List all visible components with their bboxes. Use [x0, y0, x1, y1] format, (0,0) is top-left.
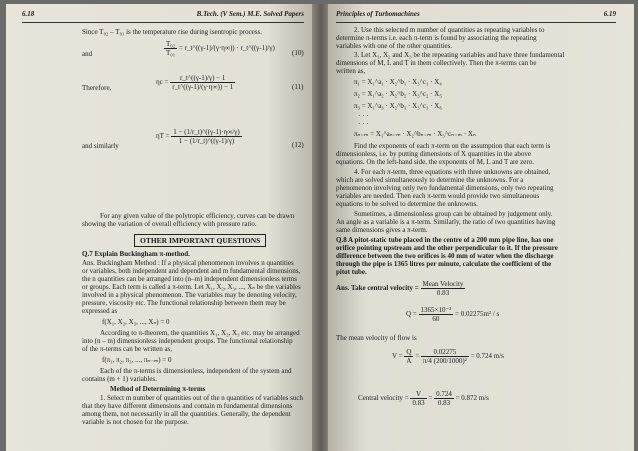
and-label: and: [82, 50, 93, 58]
p4-line-1: 4. For each π-term, three equations with three unknowns are obtained,: [354, 168, 551, 176]
eq10-lhs-top: T₀₂: [166, 40, 176, 48]
central-velocity-definition: [336, 280, 465, 297]
method-line-3: among them, not necessarily in all the quantities. Generally, the dependent: [82, 410, 291, 418]
q-lhs: Q =: [406, 310, 417, 319]
book-spread: [6, 4, 634, 451]
equation-11: [156, 74, 235, 91]
ans-line-1: Ans. Buckingham Method : If a physical phenomenon involves n quantities: [82, 259, 294, 267]
right-page: [328, 4, 634, 451]
pi-eq-dots-1: · · ·: [358, 112, 369, 120]
left-running-head: B.Tech. (V Sem.) M.E. Solved Papers: [196, 10, 304, 18]
v-f1-bot: A: [406, 357, 412, 365]
p4-line-2: which are solved simultaneously to determine the unknowns. For a: [336, 176, 524, 184]
q-bot: 60: [432, 315, 440, 323]
method-heading: Method of Determining π-terms: [110, 385, 206, 393]
eq12-lhs: ηT =: [156, 132, 170, 141]
mean-velocity-top: Mean Velocity: [422, 280, 464, 288]
q8-line-4: through the pipe is 1365 litres per minute, calculate the coefficient of the: [336, 260, 552, 268]
discharge-equation: [406, 306, 499, 323]
central-velocity-equation: [358, 390, 489, 407]
v-f1-top: Q: [406, 348, 412, 356]
v-f2-top: 0.02275: [421, 348, 469, 357]
v-eq: =: [415, 352, 420, 361]
theorem-line-1: According to π-theorem, the quantities X₁, X₂, X₃ etc. may be arranged: [100, 329, 300, 337]
each-line-2: contains (m + 1) variables.: [82, 375, 157, 383]
pi-eq-3: π₃ = X₁^a₃ · X₂^b₃ · X₃^c₃ · X₆: [354, 102, 442, 110]
p3-line-1: 3. Let X₁, X₂ and X₃ be the repeating variables and have three fundamental: [354, 51, 565, 59]
theorem-line-2: into (n – m) dimensionless independent groups. The functional relationship: [82, 337, 293, 345]
ans-line-7: expressed as: [82, 307, 118, 315]
eq12-label: (12): [292, 141, 304, 149]
v-f2-bot: π/4 (200/1000)²: [422, 357, 467, 365]
each-line-1: Each of the π-terms is dimensionless, independent of the system and: [100, 367, 292, 375]
cv-rhs: = 0.872 m/s: [455, 394, 489, 403]
some-line-3: same dimensions gives a π-term.: [336, 226, 428, 234]
equation-12: [156, 128, 242, 145]
similarly-label: and similarly: [82, 142, 119, 150]
p3-line-2: dimensions of M, L and T in them collectively. Then the π-terms can be: [336, 59, 537, 67]
function-pi: f(π₁, π₂, π₃, ..., πₙ₋ₘ) = 0: [102, 356, 172, 364]
para-poly-1: For any given value of the polytropic efficiency, curves can be drawn: [100, 212, 295, 220]
method-line-4: variable is not chosen for the purpose.: [82, 418, 189, 426]
p2-line-1: 2. Use this selected m number of quantities as repeating variables to: [354, 26, 545, 34]
pi-eq-1: π₁ = X₁^a₁ · X₂^b₁ · X₃^c₁ · X₄: [354, 78, 442, 86]
left-running-header: [22, 10, 304, 23]
ans-line-4: or groups. Each term is called a π-term. Let X₁, X₂, X₃, ..., Xₙ be the variables: [82, 283, 301, 291]
eq11-lhs: ηc =: [156, 78, 169, 87]
method-line-2: that they have different dimensions and contain m fundamental dimensions: [82, 402, 293, 410]
mean-velocity-equation: [392, 348, 504, 365]
q7-heading: Q.7 Explain Buckingham π-method.: [82, 250, 190, 258]
since-line: Since T₀₂ – T₀₁ is the temperature rise during isentropic process.: [82, 28, 262, 36]
ans-line-6: pressure, viscosity etc. The functional relationship between them may be: [82, 299, 286, 307]
eq11-top: r_t^((γ-1)/γ) − 1: [170, 74, 235, 83]
p2-line-2: determine π-terms i.e. each π-term is found by associating the repeating: [336, 34, 537, 42]
v-lhs: V =: [392, 352, 403, 361]
eq11-bot: r_t^((γ-1)/(γ·η∞)) − 1: [172, 83, 234, 91]
mean-flow-text: The mean velocity of flow is: [336, 334, 417, 342]
q8-line-3: difference between the two orifices is 40 mm of water when the discharge: [336, 252, 554, 260]
p4-line-4: variables are needed. Then each π-term would provide two simultaneous: [336, 192, 540, 200]
theorem-line-3: of the π-terms can be written as,: [82, 345, 173, 353]
para-poly-2: showing the variation of overall efficiency with pressure ratio.: [82, 220, 257, 228]
right-running-head: Principles of Turbomachines: [336, 10, 420, 18]
eq10-lhs-bot: T₀₁: [166, 49, 176, 57]
pi-eq-2: π₂ = X₁^a₂ · X₂^b₂ · X₃^c₂ · X₅: [354, 90, 442, 98]
equation-10: [164, 40, 275, 57]
pi-eq-n: πₙ₋ₘ = X₁^aₙ₋ₘ · X₂^bₙ₋ₘ · X₃^cₙ₋ₘ · Xₙ: [354, 130, 476, 138]
eq12-top: 1 − (1/r_t)^((γ-1)·η∞/γ): [173, 128, 240, 136]
ans-line-5: involved in a physical phenomenon. The variables may be denoting velocity,: [82, 291, 297, 299]
p2-line-3: variables with one of the other quantities.: [336, 42, 453, 50]
cv-eq: =: [428, 394, 433, 403]
mean-velocity-bot: 0.83: [436, 289, 450, 297]
function-x: f(X₁, X₂, X₃, ..., Xₙ) = 0: [102, 318, 170, 326]
q8-line-1: Q.8 A pitot-static tube placed in the centre of a 200 mm pipe line, has one: [336, 236, 554, 244]
cv-f1-bot: 0.83: [412, 399, 425, 407]
some-line-1: Sometimes, a dimensionless group can be obtained by judgement only.: [354, 210, 553, 218]
ans-line-3: the n quantities can be arranged into (n–m) independent dimensionless terms: [82, 275, 297, 283]
p3-line-3: written as,: [336, 67, 366, 75]
q8-line-5: pitot tube.: [336, 268, 367, 276]
v-rhs: = 0.724 m/s: [470, 352, 504, 361]
eq10-rhs: = r_t^((γ-1)/(γ·η∞)) · r_t^((γ-1)/γ): [178, 44, 275, 53]
p4-line-5: equations to be solved to determine the unknowns.: [336, 200, 478, 208]
eq10-label: (10): [292, 49, 304, 57]
cv-lhs: Central velocity =: [358, 394, 409, 403]
left-page: [6, 4, 314, 451]
some-line-2: An angle as a variable is a π-term. Similarly, the ratio of two quantities having: [336, 218, 556, 226]
q8-line-2: orifice pointing upstream and the other perpendicular to it. If the pressure: [336, 244, 558, 252]
other-questions-heading: OTHER IMPORTANT QUESTIONS: [134, 234, 266, 247]
q-top: 1365×10⁻³: [420, 306, 452, 314]
method-line-1: 1. Select m number of quantities out of the n quantities of variables such: [100, 394, 303, 402]
eq11-label: (11): [292, 83, 304, 91]
p4-line-3: phenomenon involving only two fundamental dimensions, only two repeating: [336, 184, 554, 192]
cv-f1-top: V: [410, 390, 426, 399]
therefore-label: Therefore,: [82, 84, 112, 92]
cv-f2-bot: 0.83: [437, 399, 451, 407]
find-line-3: equations. On the left-hand side, the exponents of M, L and T are zero.: [336, 158, 534, 166]
find-line-1: Find the exponents of each π-term on the assumption that each term is: [354, 142, 551, 150]
eq12-bot: 1 − (1/r_t)^((γ-1)/γ): [178, 137, 235, 145]
left-page-number: 6.18: [22, 10, 35, 18]
find-line-2: dimensionless, i.e. by putting dimensions of X quantities in the above: [336, 150, 532, 158]
right-page-number: 6.19: [603, 10, 616, 18]
pi-eq-dots-2: · · ·: [358, 120, 369, 128]
ans-line-2: or variables, both independent and dependent and m fundamental dimensions,: [82, 267, 301, 275]
right-running-header: [336, 10, 616, 23]
ans-label: Ans. Take central velocity =: [336, 284, 419, 293]
cv-f2-top: 0.724: [436, 390, 452, 398]
q-rhs: = 0.02275m³ / s: [455, 310, 500, 319]
